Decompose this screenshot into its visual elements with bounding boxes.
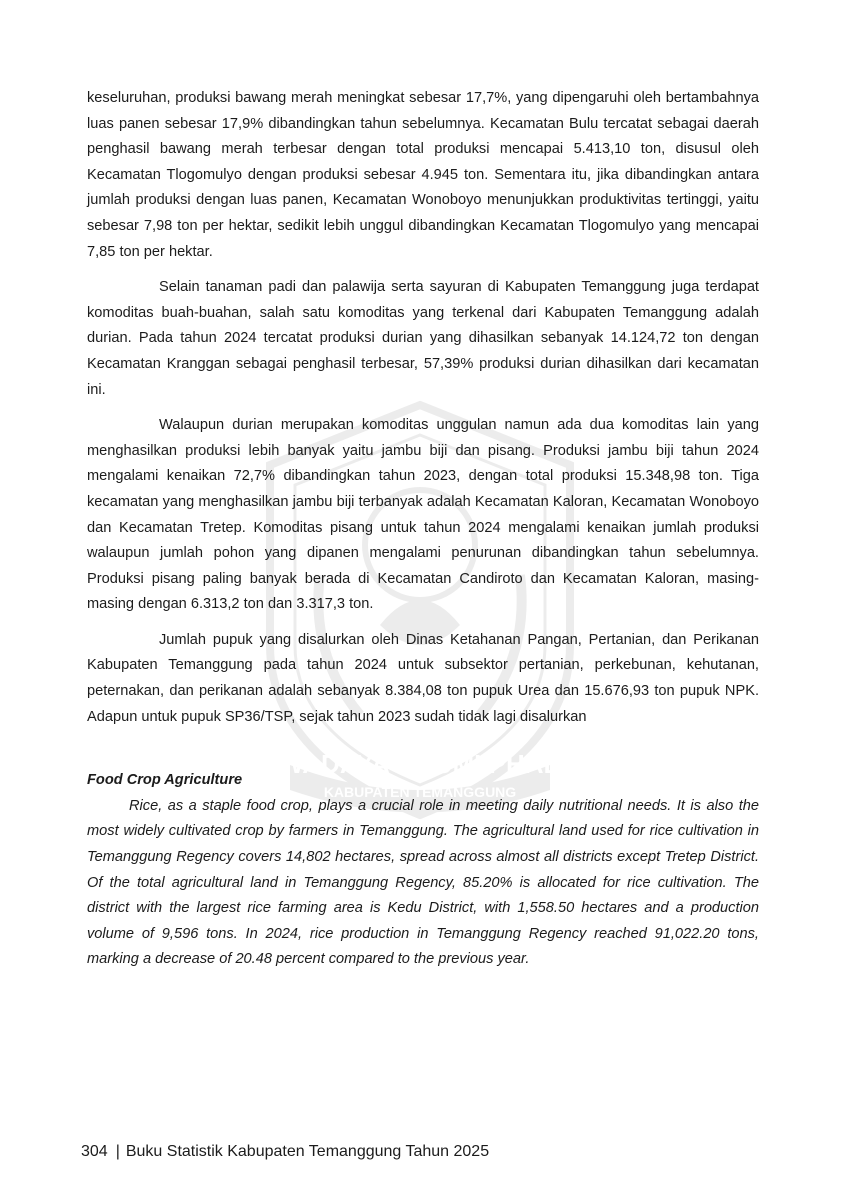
section-heading: Food Crop Agriculture bbox=[87, 772, 243, 789]
section-paragraph: Rice, as a staple food crop, plays a crucial role in meeting daily nutritional needs. It is also the most widely cultivated crop by farmers in Temanggung. The agricultural land used for rice cultivation in Temanggung Regency covers 14,802 hectares, spread across almost all districts except Tretep District. Of the total agricultural land in Temanggung Regency, 85.20% is allocated for rice cultivation. The district with the largest rice farming area is Kedu District, with 1,558.50 hectares and a production volume of 9,596 tons. In 2024, rice production in Temanggung Regency reached 91,022.20 tons, marking a decrease of 20.48 percent compared to the previous year. bbox=[87, 797, 759, 968]
page-number: 304 bbox=[81, 1143, 108, 1160]
body-paragraph-3: Walaupun durian merupakan komoditas unggulan namun ada dua komoditas lain yang menghasilkan produksi lebih banyak yaitu jambu biji dan pisang. Produksi jambu biji tahun 2024 mengalami kenaikan 72,7% dibandingkan tahun 2023, dengan total produksi 15.348,98 ton. Tiga kecamatan yang menghasilkan jambu biji terbanyak adalah Kecamatan Kaloran, Kecamatan Wonoboyo dan Kecamatan Tretep. Komoditas pisang untuk tahun 2024 mengalami kenaikan jumlah produksi walaupun jumlah pohon yang dipanen mengalami penurunan dibandingkan tahun sebelumnya. Produksi pisang paling banyak berada di Kecamatan Candiroto dan Kecamatan Kaloran, masing-masing dengan 6.313,2 ton dan 3.317,3 ton. bbox=[87, 417, 759, 613]
book-title: Buku Statistik Kabupaten Temanggung Tahun 2025 bbox=[125, 1143, 490, 1160]
watermark-region: KABUPATEN TEMANGGUNG bbox=[323, 784, 517, 800]
page-footer bbox=[81, 1142, 489, 1162]
page-content bbox=[87, 86, 759, 973]
footer-separator: | bbox=[115, 1143, 120, 1160]
body-paragraph-1: keseluruhan, produksi bawang merah meningkat sebesar 17,7%, yang dipengaruhi oleh bertambahnya luas panen sebesar 17,9% dibandingkan tahun sebelumnya. Kecamatan Bulu tercatat sebagai daerah penghasil bawang merah terbesar dengan total produksi mencapai 5.413,10 ton, disusul oleh Kecamatan Tlogomulyo dengan produksi sebesar 4.945 ton. Sementara itu, jika dibandingkan antara jumlah produksi dengan luas panen, Kecamatan Wonoboyo menunjukkan produktivitas tertinggi, yaitu sebesar 7,98 ton per hektar, sedikit lebih unggul dibandingkan Kecamatan Tlogomulyo yang mencapai 7,85 ton per hektar. bbox=[87, 90, 759, 260]
body-paragraph-4: Jumlah pupuk yang disalurkan oleh Dinas Ketahanan Pangan, Pertanian, dan Perikanan Kabupaten Temanggung pada tahun 2024 untuk subsektor pertanian, perkebunan, kehutanan, peternakan, dan perikanan adalah sebanyak 8.384,08 ton pupuk Urea dan 15.676,93 ton pupuk NPK. Adapun untuk pupuk SP36/TSP, sejak tahun 2023 sudah tidak lagi disalurkan bbox=[87, 631, 759, 725]
body-paragraph-2: Selain tanaman padi dan palawija serta sayuran di Kabupaten Temanggung juga terdapat komoditas buah-buahan, salah satu komoditas yang terkenal dari Kabupaten Temanggung adalah durian. Pada tahun 2024 tercatat produksi durian yang dihasilkan sebanyak 14.124,72 ton dengan Kecamatan Kranggan sebagai penghasil terbesar, 57,39% produksi durian dihasilkan dari kecamatan ini. bbox=[87, 279, 759, 398]
watermark-motto: SWADAYA BHUMI PHALA bbox=[261, 749, 579, 779]
